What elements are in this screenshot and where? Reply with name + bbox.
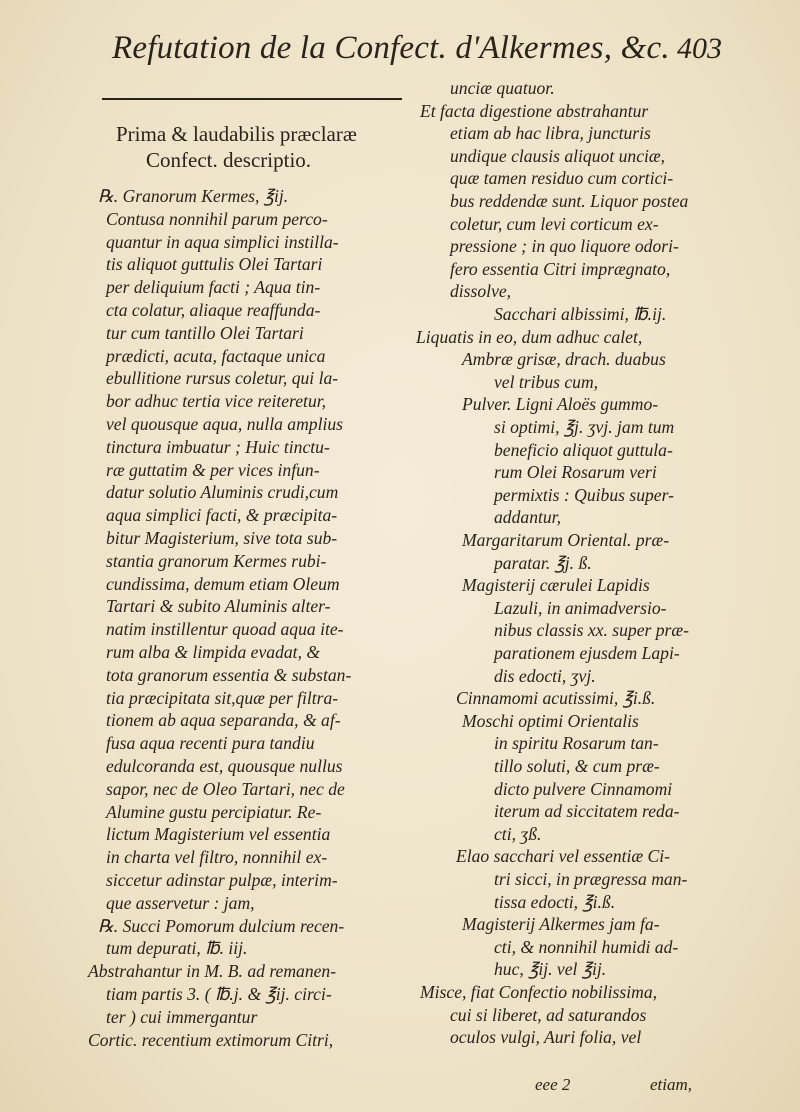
right-column-line: pressione ; in quo liquore odori- (450, 236, 679, 257)
right-column-line: etiam ab hac libra, juncturis (450, 123, 651, 144)
right-column-line: tissa edocti, ℥i.ß. (494, 891, 616, 912)
left-column-line: Contusa nonnihil parum perco- (106, 208, 328, 229)
right-column-line: fero essentia Citri imprægnato, (450, 258, 671, 279)
left-column-line: prædicti, acuta, factaque unica (106, 345, 326, 366)
left-column-line: ℞. Succi Pomorum dulcium recen- (98, 915, 345, 936)
right-column-line: vel tribus cum, (494, 371, 599, 392)
left-column-line: vel quousque aqua, nulla amplius (106, 414, 344, 434)
left-column-line: per deliquium facti ; Aqua tin- (106, 277, 321, 298)
left-column-line: bor adhuc tertia vice reiteretur, (106, 391, 327, 412)
right-column-line: huc, ℥ij. vel ℥ij. (494, 959, 607, 980)
right-column-line: Misce, fiat Confectio nobilissima, (420, 982, 658, 1002)
right-column-line: Et facta digestione abstrahantur (420, 100, 649, 121)
right-column-line: bus reddendæ sunt. Liquor postea (450, 191, 689, 211)
catchword: etiam, (650, 1075, 693, 1094)
left-column-line: Tartari & subito Aluminis alter- (106, 596, 331, 617)
right-column-line: tri sicci, in prægressa man- (494, 869, 688, 889)
running-header (112, 30, 722, 80)
left-column-line: aqua simplici facti, & præcipita- (106, 505, 338, 526)
section-heading-line-1: Prima & laudabilis præclaræ (116, 122, 357, 146)
right-column-line: Magisterij Alkermes jam fa- (462, 914, 660, 935)
left-column-line: que asservetur : jam, (106, 892, 255, 913)
right-column-line: si optimi, ℥j. ʒvj. jam tum (494, 417, 675, 437)
right-column-line: nibus classis xx. super præ- (494, 620, 689, 641)
left-column-line: siccetur adinstar pulpæ, interim- (106, 870, 338, 890)
section-heading-line-2: Confect. descriptio. (146, 148, 312, 172)
right-column-line: cti, ʒß. (494, 823, 542, 844)
left-column-line: datur solutio Aluminis crudi,cum (106, 482, 339, 503)
left-column-line: edulcoranda est, quousque nullus (106, 756, 343, 776)
left-column-line: in charta vel filtro, nonnihil ex- (106, 847, 328, 868)
right-column-line: Cinnamomi acutissimi, ℥i.ß. (456, 688, 656, 709)
left-column-line: ræ guttatim & per vices infun- (106, 459, 320, 480)
left-column-line: ℞. Granorum Kermes, ℥ij. (98, 186, 289, 206)
left-column-line: Cortic. recentium extimorum Citri, (88, 1029, 334, 1050)
right-column-line: Ambræ grisæ, drach. duabus (462, 349, 666, 370)
right-column-line: permixtis : Quibus super- (494, 484, 674, 505)
left-column-line: lictum Magisterium vel essentia (106, 824, 331, 845)
right-column-line: dicto pulvere Cinnamomi (494, 778, 673, 799)
signature-mark: eee 2 (535, 1075, 571, 1094)
right-column-line: Elao sacchari vel essentiæ Ci- (456, 846, 671, 867)
left-column-line: ebullitione rursus coletur, qui la- (106, 368, 339, 389)
right-column-line: Liquatis in eo, dum adhuc calet, (416, 326, 643, 347)
left-column-line: quantur in aqua simplici instilla- (106, 231, 339, 252)
left-column-line: tinctura imbuatur ; Huic tinctu- (106, 436, 330, 457)
left-column-line: ter ) cui immergantur (106, 1006, 258, 1027)
right-column-line: undique clausis aliquot unciæ, (450, 145, 666, 166)
running-title: Refutation de la Confect. d'Alkermes, &c. (112, 30, 670, 66)
right-column-line: Pulver. Ligni Aloës gummo- (462, 394, 659, 415)
left-column-line: tum depurati, ℔. iij. (106, 938, 248, 959)
right-column-line: in spiritu Rosarum tan- (494, 733, 659, 754)
left-column-line: natim instillentur quoad aqua ite- (106, 619, 344, 640)
left-column-line: tia præcipitata sit,quæ per filtra- (106, 687, 339, 708)
right-column-line: beneficio aliquot guttula- (494, 439, 673, 460)
right-column-line: addantur, (494, 507, 561, 528)
left-column-line: cundissima, demum etiam Oleum (106, 573, 340, 594)
left-column-line: tur cum tantillo Olei Tartari (106, 322, 304, 343)
section-rule (102, 98, 402, 100)
left-column-line: tiam partis 3. ( ℔.j. & ℥ij. circi- (106, 984, 332, 1004)
right-column-line: Lazuli, in animadversio- (494, 597, 667, 618)
left-column-line: fusa aqua recenti pura tandiu (106, 733, 315, 754)
right-column-line: Sacchari albissimi, ℔.ij. (494, 304, 667, 324)
right-column-line: iterum ad siccitatem reda- (494, 801, 680, 822)
right-column-line: oculos vulgi, Auri folia, vel (450, 1027, 642, 1048)
right-column-line: cui si liberet, ad saturandos (450, 1004, 647, 1025)
right-column-line: paratar. ℥j. ß. (494, 552, 592, 573)
page-number: 403 (677, 32, 722, 65)
right-column-line: cti, & nonnihil humidi ad- (494, 936, 679, 957)
right-column-line: Moschi optimi Orientalis (462, 710, 639, 731)
right-column-line: Magisterij cærulei Lapidis (462, 575, 650, 596)
right-column-line: tillo soluti, & cum præ- (494, 756, 660, 776)
right-column-line: dissolve, (450, 281, 512, 302)
left-column-line: cta colatur, aliaque reaffunda- (106, 300, 321, 320)
right-column-line: Margaritarum Oriental. præ- (462, 530, 670, 550)
right-column-line: unciæ quatuor. (450, 78, 555, 98)
left-column-line: Alumine gustu percipiatur. Re- (106, 801, 322, 822)
right-column-line: rum Olei Rosarum veri (494, 462, 657, 483)
left-column-line: tota granorum essentia & substan- (106, 664, 352, 685)
left-column-line: bitur Magisterium, sive tota sub- (106, 528, 338, 548)
right-column-line: coletur, cum levi corticum ex- (450, 213, 659, 234)
right-column-line: parationem ejusdem Lapi- (494, 643, 680, 663)
left-column-line: Abstrahantur in M. B. ad remanen- (88, 961, 337, 982)
left-column-line: tionem ab aqua separanda, & af- (106, 710, 341, 731)
left-column-line: tis aliquot guttulis Olei Tartari (106, 254, 323, 275)
left-column-line: sapor, nec de Oleo Tartari, nec de (106, 778, 345, 799)
left-column-line: rum alba & limpida evadat, & (106, 642, 321, 662)
right-column-line: quæ tamen residuo cum cortici- (450, 168, 674, 189)
left-column-line: stantia granorum Kermes rubi- (106, 550, 327, 571)
right-column-line: dis edocti, ʒvj. (494, 665, 596, 686)
